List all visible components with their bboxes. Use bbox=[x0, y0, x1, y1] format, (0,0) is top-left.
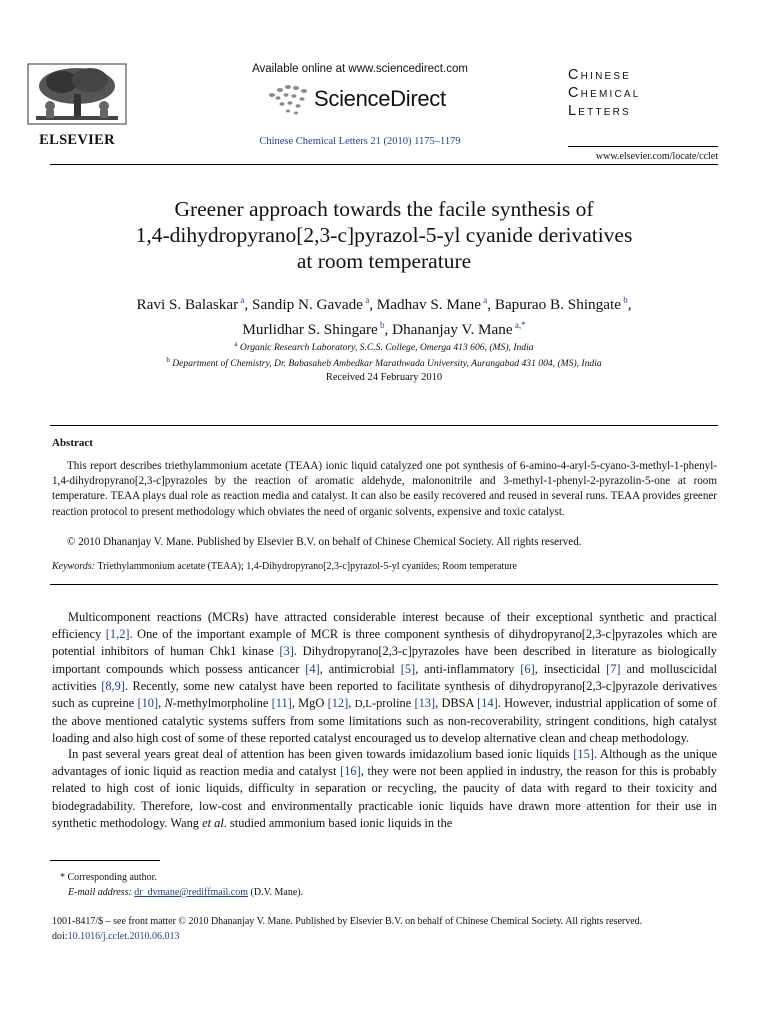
doi-line bbox=[52, 929, 717, 944]
author-affiliation-marker[interactable]: a bbox=[238, 295, 245, 305]
body-text-run: -proline bbox=[371, 696, 415, 711]
body-text-run: Multicomponent reactions (MCRs) have attracted considerable interest because of their exceptional synthetic and practical efficiency bbox=[52, 610, 717, 642]
received-date: Received 24 February 2010 bbox=[325, 372, 443, 383]
body-text-run: and molluscicidal activities bbox=[52, 661, 718, 693]
author-name: Madhav S. Mane bbox=[376, 296, 481, 314]
title-line: Greener approach towards the facile synthesis of bbox=[174, 197, 594, 221]
journal-name-line: Chinese bbox=[568, 67, 632, 83]
keywords-text: Triethylammonium acetate (TEAA); 1,4-Dihydropyrano[2,3-c]pyrazol-5-yl cyanides; Room temperature bbox=[97, 561, 517, 572]
article-title bbox=[60, 196, 708, 274]
footnote-divider bbox=[50, 860, 160, 861]
citation-link[interactable]: [11] bbox=[271, 696, 292, 711]
body-text-run: , bbox=[158, 696, 165, 711]
body-text-run: , anti-inflammatory bbox=[415, 661, 521, 676]
email-suffix: (D.V. Mane). bbox=[250, 887, 304, 898]
author-affiliation-marker[interactable]: a,* bbox=[512, 320, 526, 331]
citation-link[interactable]: [16] bbox=[340, 764, 361, 779]
body-text-run: . However, industrial application of some of the above mentioned catalytic systems suffers from some limitations such as non-recoverability, stringent conditions, high catalyst loading and also high cost of some of these reported catalyst encouraged us to develop alternative clean and cheap methodology. bbox=[52, 696, 717, 746]
author-name: Murlidhar S. Shingare bbox=[242, 321, 378, 339]
citation-link[interactable]: [8,9] bbox=[101, 678, 125, 693]
body-text-run: . One of the important example of MCR is three component synthesis of dihydropyrano[2,3-c]pyrazoles which are potential inhibitors of human Chk1 kinase bbox=[52, 627, 717, 659]
body-text-run: et al bbox=[202, 815, 224, 830]
available-online-text: Available online at www.sciencedirect.com bbox=[252, 63, 468, 75]
affiliation-b: $^b$ Department of Chemistry, Dr. Babasaheb Ambedkar Marathwada University, Aurangabad 431 004, (MS), India bbox=[166, 356, 602, 370]
abstract-bottom-divider bbox=[50, 584, 718, 585]
author-separator: , bbox=[369, 296, 377, 314]
elsevier-wordmark: ELSEVIER bbox=[39, 132, 115, 148]
doi-link[interactable]: 10.1016/j.cclet.2010.06.013 bbox=[67, 931, 180, 942]
author-line bbox=[50, 290, 718, 315]
citation-link[interactable]: [7] bbox=[606, 661, 621, 676]
journal-name-block bbox=[568, 66, 718, 120]
title-line: at room temperature bbox=[296, 249, 472, 273]
email-link[interactable]: dr_dvmane@rediffmail.com bbox=[134, 887, 249, 898]
journal-name-divider bbox=[568, 146, 718, 147]
body-text-run: . studied ammonium based ionic liquids in the bbox=[223, 815, 453, 830]
abstract-text: This report describes triethylammonium acetate (TEAA) ionic liquid catalyzed one pot synthesis of 6-amino-4-aryl-5-cyano-3-methyl-1-phenyl-1,4-dihydropyrano[2,3-c]pyrazoles by the reaction of aromatic aldehyde, malononitrile and 3-methyl-1-phenyl-2-pyrazolin-5-one at room temperature. TEAA plays dual role as reaction media and catalyst. It can also be easily recovered and reused in several runs. TEAA provides greener reaction protocol to present methodology which obviates the need of organic solvents, expensive and toxic catalyst. bbox=[52, 460, 717, 518]
affiliation-a: $^a$ Organic Research Laboratory, S.C.S. College, Omerga 413 606, (MS), India bbox=[234, 340, 534, 354]
body-text-run: , DBSA bbox=[435, 696, 478, 711]
citation-link[interactable]: [3] bbox=[279, 644, 294, 659]
body-text-run: , MgO bbox=[291, 696, 328, 711]
author-affiliation-marker[interactable]: a bbox=[362, 295, 370, 305]
body-text-run: , antimicrobial bbox=[319, 661, 401, 676]
body-text-run: . Dihydropyrano[2,3-c]pyrazoles have been described in literature as biologically important compounds which possess anticancer bbox=[52, 644, 717, 676]
email-label: E-mail address: bbox=[68, 887, 132, 898]
abstract-copyright: © 2010 Dhananjay V. Mane. Published by Elsevier B.V. on behalf of Chinese Chemical Society. All rights reserved. bbox=[67, 536, 582, 548]
body-paragraph-2 bbox=[52, 746, 717, 832]
author-separator: , bbox=[384, 321, 393, 339]
author-affiliation-marker[interactable]: b bbox=[620, 295, 628, 305]
elsevier-tree-icon bbox=[22, 60, 132, 128]
title-line: 1,4-dihydropyrano[2,3-c]pyrazol-5-yl cyanide derivatives bbox=[135, 223, 633, 247]
abstract-heading: Abstract bbox=[52, 437, 93, 449]
body-text-run: , they were not been applied in industry, the reason for this is probably related to high cost of ionic liquids, difficulty in separation or recycling, the paucity of data with regard to their toxicity and biodegradability. Therefore, low-cost and environmentally practicable ionic liquids have drawn more attention for their use in synthetic methodology. Wang bbox=[52, 764, 717, 830]
issn-line: 1001-8417/$ – see front matter © 2010 Dhananjay V. Mane. Published by Elsevier B.V. on behalf of Chinese Chemical Society. All rights reserved. bbox=[52, 916, 643, 927]
email-note bbox=[52, 885, 717, 900]
citation-link[interactable]: [15] bbox=[573, 747, 594, 761]
author-name: Sandip N. Gavade bbox=[252, 296, 363, 314]
journal-citation-link[interactable]: Chinese Chemical Letters 21 (2010) 1175–1179 bbox=[259, 136, 461, 147]
citation-link[interactable]: [4] bbox=[305, 661, 320, 676]
body-text-run: -methylmorpholine bbox=[172, 696, 272, 711]
journal-name-line: Chemical bbox=[568, 85, 641, 101]
body-text-run: N bbox=[164, 696, 173, 711]
body-text-run: D,L bbox=[354, 698, 372, 711]
author-affiliation-marker[interactable]: b bbox=[377, 320, 385, 331]
corresponding-author-note: * Corresponding author. bbox=[60, 872, 157, 883]
keywords bbox=[52, 560, 717, 574]
citation-link[interactable]: [12] bbox=[327, 696, 349, 711]
citation-link[interactable]: [6] bbox=[520, 661, 535, 676]
header-divider bbox=[50, 164, 718, 165]
body-text-run: . Recently, some new catalyst have been reported to facilitate synthesis of dihydropyrano[2,3-c]pyrazole derivatives such as cupreine bbox=[52, 678, 718, 711]
author-separator: , bbox=[627, 296, 632, 314]
author-affiliation-marker[interactable]: a bbox=[480, 295, 488, 305]
elsevier-logo bbox=[22, 60, 132, 150]
author-name: Dhananjay V. Mane bbox=[392, 321, 513, 339]
body-text-run: , bbox=[348, 696, 355, 711]
sciencedirect-logo[interactable] bbox=[268, 84, 478, 116]
author-name: Ravi S. Balaskar bbox=[136, 296, 239, 314]
journal-url[interactable]: www.elsevier.com/locate/cclet bbox=[595, 151, 718, 162]
citation-link[interactable]: [14] bbox=[477, 696, 498, 711]
citation-link[interactable]: [5] bbox=[400, 661, 416, 676]
author-separator: , bbox=[487, 296, 495, 314]
author-separator: , bbox=[244, 296, 252, 314]
keywords-label: Keywords: bbox=[52, 561, 95, 572]
abstract-top-divider bbox=[50, 425, 718, 426]
journal-name-line: Letters bbox=[568, 103, 631, 119]
sciencedirect-wordmark: ScienceDirect bbox=[314, 86, 446, 111]
author-name: Bapurao B. Shingate bbox=[494, 296, 621, 314]
body-text-run: , insecticidal bbox=[534, 661, 607, 676]
footnotes bbox=[52, 870, 717, 900]
affiliations bbox=[50, 338, 718, 370]
page-footer bbox=[52, 914, 717, 944]
author-line bbox=[50, 315, 718, 340]
sciencedirect-dots-icon bbox=[268, 84, 312, 116]
body-text-run: In past several years great deal of attention has been given towards imidazolium based ionic liquids bbox=[68, 747, 574, 761]
citation-link[interactable]: [1,2] bbox=[105, 627, 130, 642]
citation-link[interactable]: [10] bbox=[137, 696, 159, 711]
citation-link[interactable]: [13] bbox=[414, 696, 436, 711]
author-list bbox=[50, 290, 718, 340]
body-text-run: . Although as the unique advantages of ionic liquid as reaction media and catalyst bbox=[52, 747, 717, 779]
doi-label: doi: bbox=[52, 931, 68, 942]
body-paragraph-1 bbox=[52, 609, 717, 748]
